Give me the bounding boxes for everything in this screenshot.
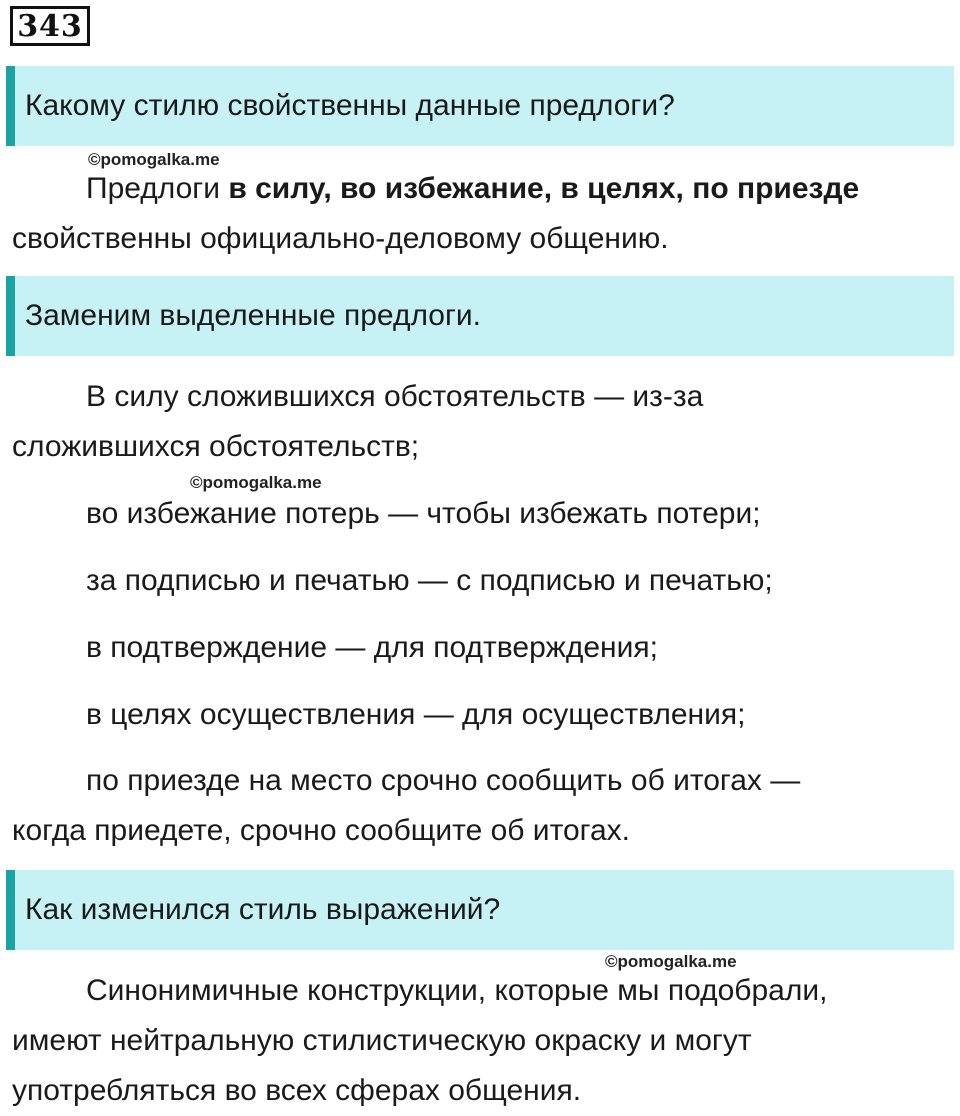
replacement-line: за подписью и печатью — с подписью и печатью; bbox=[86, 564, 773, 597]
replacement-line: в подтверждение — для подтверждения; bbox=[86, 631, 658, 664]
replacement-item bbox=[12, 556, 952, 606]
replacement-item bbox=[12, 372, 952, 472]
question-bar-style bbox=[6, 66, 954, 146]
question-text: Какому стилю свойственны данные предлоги? bbox=[25, 89, 675, 122]
answer-line: имеют нейтральную стилистическую окраску и могут bbox=[12, 1024, 752, 1057]
question-text: Заменим выделенные предлоги. bbox=[25, 299, 482, 332]
question-bar-change bbox=[6, 870, 954, 950]
answer-line: Синонимичные конструкции, которые мы подобрали, bbox=[86, 974, 828, 1007]
task-number: 343 bbox=[10, 6, 90, 46]
watermark: ©pomogalka.me bbox=[190, 473, 322, 492]
answer-change-paragraph bbox=[12, 966, 952, 1116]
watermark: ©pomogalka.me bbox=[88, 150, 220, 169]
replacement-item bbox=[12, 690, 952, 740]
replacement-item bbox=[12, 489, 952, 539]
answer-suffix: свойственны официально-деловому общению. bbox=[12, 222, 669, 255]
answer-prefix: Предлоги bbox=[86, 172, 229, 205]
replacement-line: когда приедете, срочно сообщите об итогах. bbox=[12, 814, 630, 847]
replacement-line: по приезде на место срочно сообщить об итогах — bbox=[86, 764, 801, 797]
replacement-line: В силу сложившихся обстоятельств — из-за bbox=[86, 380, 704, 413]
watermark: ©pomogalka.me bbox=[605, 952, 737, 971]
replacement-item bbox=[12, 756, 952, 856]
answer-style-paragraph bbox=[12, 164, 952, 264]
replacement-line: сложившихся обстоятельств; bbox=[12, 430, 420, 463]
answer-line: употребляться во всех сферах общения. bbox=[12, 1074, 582, 1107]
replacement-line: во избежание потерь — чтобы избежать потери; bbox=[86, 497, 761, 530]
replacement-item bbox=[12, 623, 952, 673]
answer-bold-prepositions: в силу, во избежание, в целях, по приезде bbox=[228, 172, 860, 205]
question-text: Как изменился стиль выражений? bbox=[25, 893, 501, 926]
replacement-line: в целях осуществления — для осуществления; bbox=[86, 698, 746, 731]
question-bar-replace bbox=[6, 276, 954, 356]
